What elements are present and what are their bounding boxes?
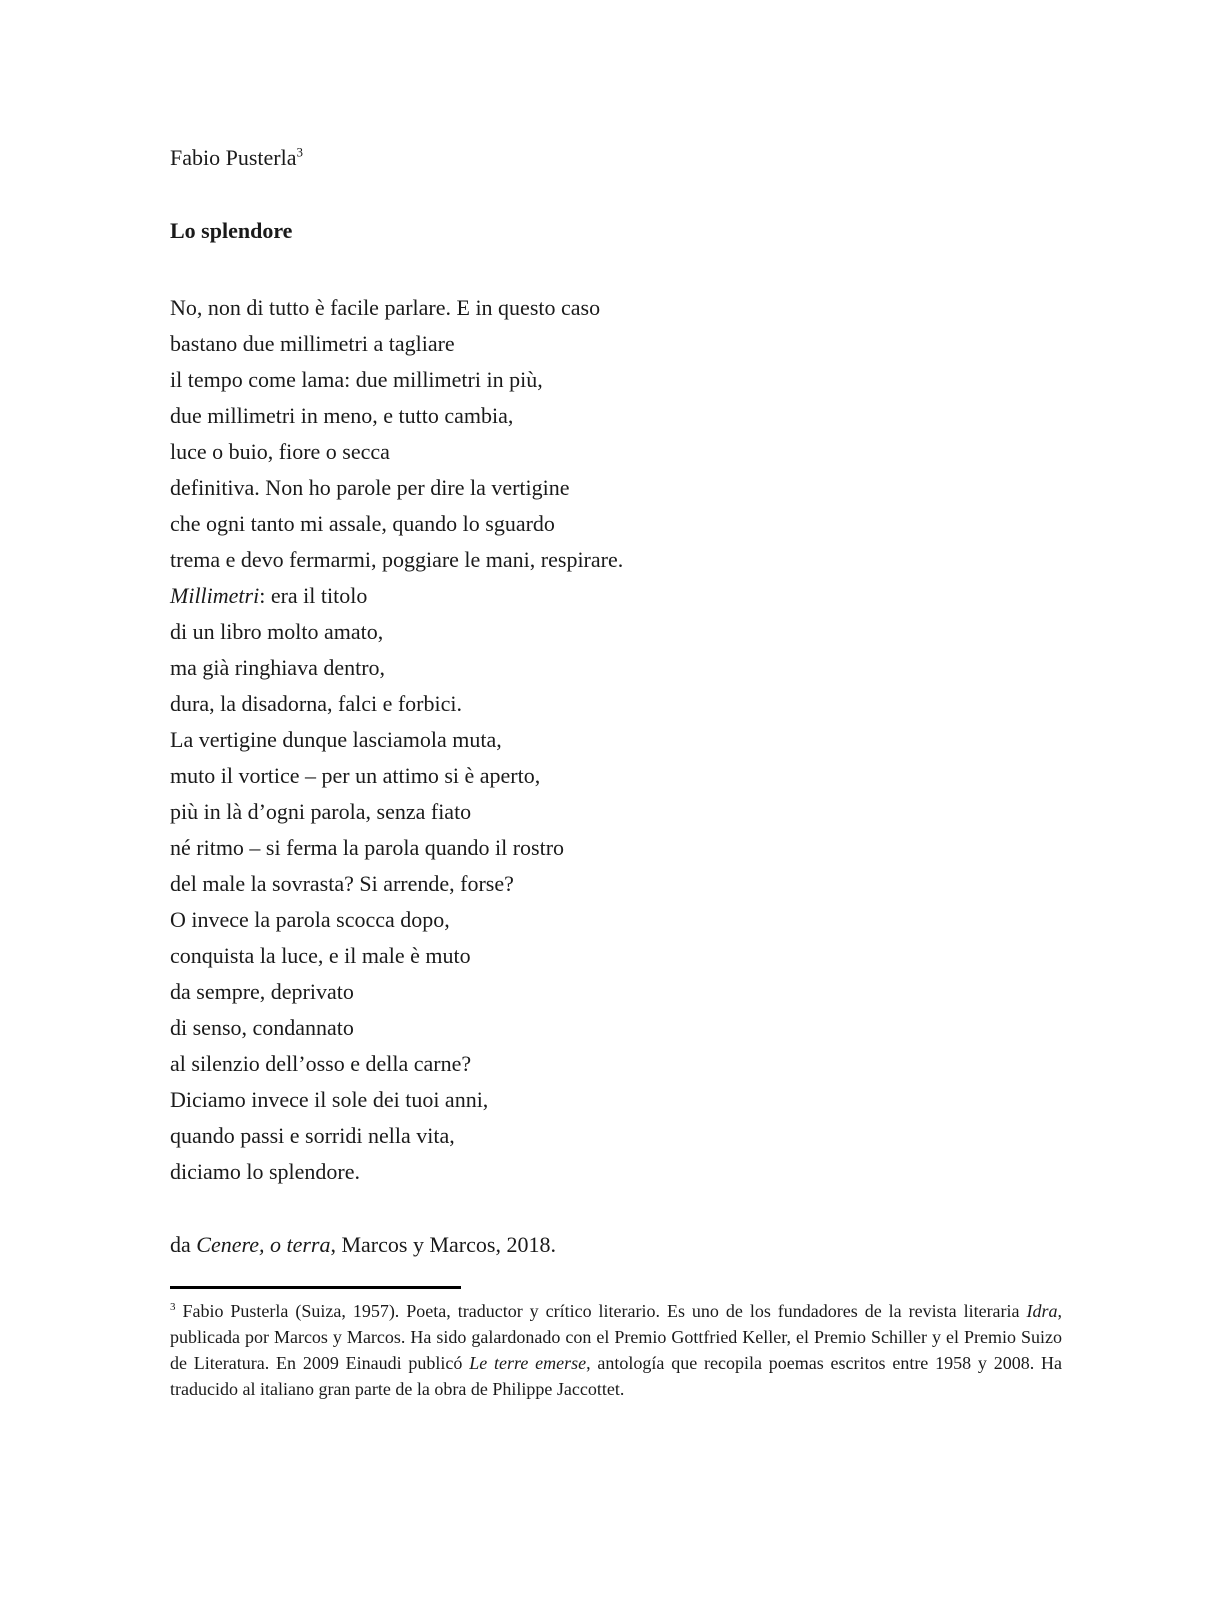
author-text: Fabio Pusterla [170,145,297,170]
italic-book-title: Millimetri [170,583,260,608]
source-prefix: da [170,1232,197,1257]
poem-line-text: : era il titolo [259,583,368,608]
author-name [170,145,303,171]
poem-line: bastano due millimetri a tagliare [170,331,455,356]
poem-line: del male la sovrasta? Si arrende, forse? [170,871,514,896]
poem-line: La vertigine dunque lasciamola muta, [170,727,502,752]
footnote [170,1298,1062,1402]
footnote-text: , publicada por Marcos y Marcos. Ha sido galardonado con el Premio Gottfried Keller, el Premio Schiller y el Premio Suizo de Literatura. En 2009 Einaudi publicó [170,1301,1062,1373]
poem-line: da sempre, deprivato [170,979,354,1004]
poem-line: diciamo lo splendore. [170,1159,361,1184]
poem-line: il tempo come lama: due millimetri in più, [170,367,543,392]
source-book-title: Cenere, o terra [196,1232,331,1257]
footnote-text: , antología que recopila poemas escritos entre 1958 y 2008. Ha traducido al italiano gran parte de la obra de Philippe Jaccottet. [170,1353,1062,1399]
footnote-number: 3 [170,1301,176,1313]
poem-line: No, non di tutto è facile parlare. E in questo caso [170,295,601,320]
poem-line: Diciamo invece il sole dei tuoi anni, [170,1087,489,1112]
poem-title: Lo splendore [170,218,293,243]
poem-line: che ogni tanto mi assale, quando lo sguardo [170,511,555,536]
footnote-text: Fabio Pusterla (Suiza, 1957). Poeta, traductor y crítico literario. Es uno de los fundadores de la revista literaria [175,1301,1027,1321]
poem-line: quando passi e sorridi nella vita, [170,1123,455,1148]
poem-line: ma già ringhiava dentro, [170,655,386,680]
footnote-italic-book: Le terre emerse [469,1353,587,1373]
footnote-italic-journal: Idra [1026,1301,1058,1321]
poem-line: muto il vortice – per un attimo si è aperto, [170,763,541,788]
poem-body [170,290,623,1190]
poem-line: trema e devo fermarmi, poggiare le mani, respirare. [170,547,624,572]
poem-line: dura, la disadorna, falci e forbici. [170,691,462,716]
poem-line: luce o buio, fiore o secca [170,439,390,464]
poem-line [170,578,623,614]
poem-line: O invece la parola scocca dopo, [170,907,450,932]
poem-line: né ritmo – si ferma la parola quando il rostro [170,835,565,860]
poem-line: al silenzio dell’osso e della carne? [170,1051,472,1076]
footnote-separator [170,1286,461,1289]
poem-line: conquista la luce, e il male è muto [170,943,471,968]
poem-line: due millimetri in meno, e tutto cambia, [170,403,514,428]
footnote-reference: 3 [296,144,303,160]
source-suffix: , Marcos y Marcos, 2018. [330,1232,556,1257]
poem-line: definitiva. Non ho parole per dire la vertigine [170,475,570,500]
source-citation [170,1231,556,1259]
poem-line: più in là d’ogni parola, senza fiato [170,799,472,824]
poem-line: di un libro molto amato, [170,619,384,644]
poem-line: di senso, condannato [170,1015,354,1040]
